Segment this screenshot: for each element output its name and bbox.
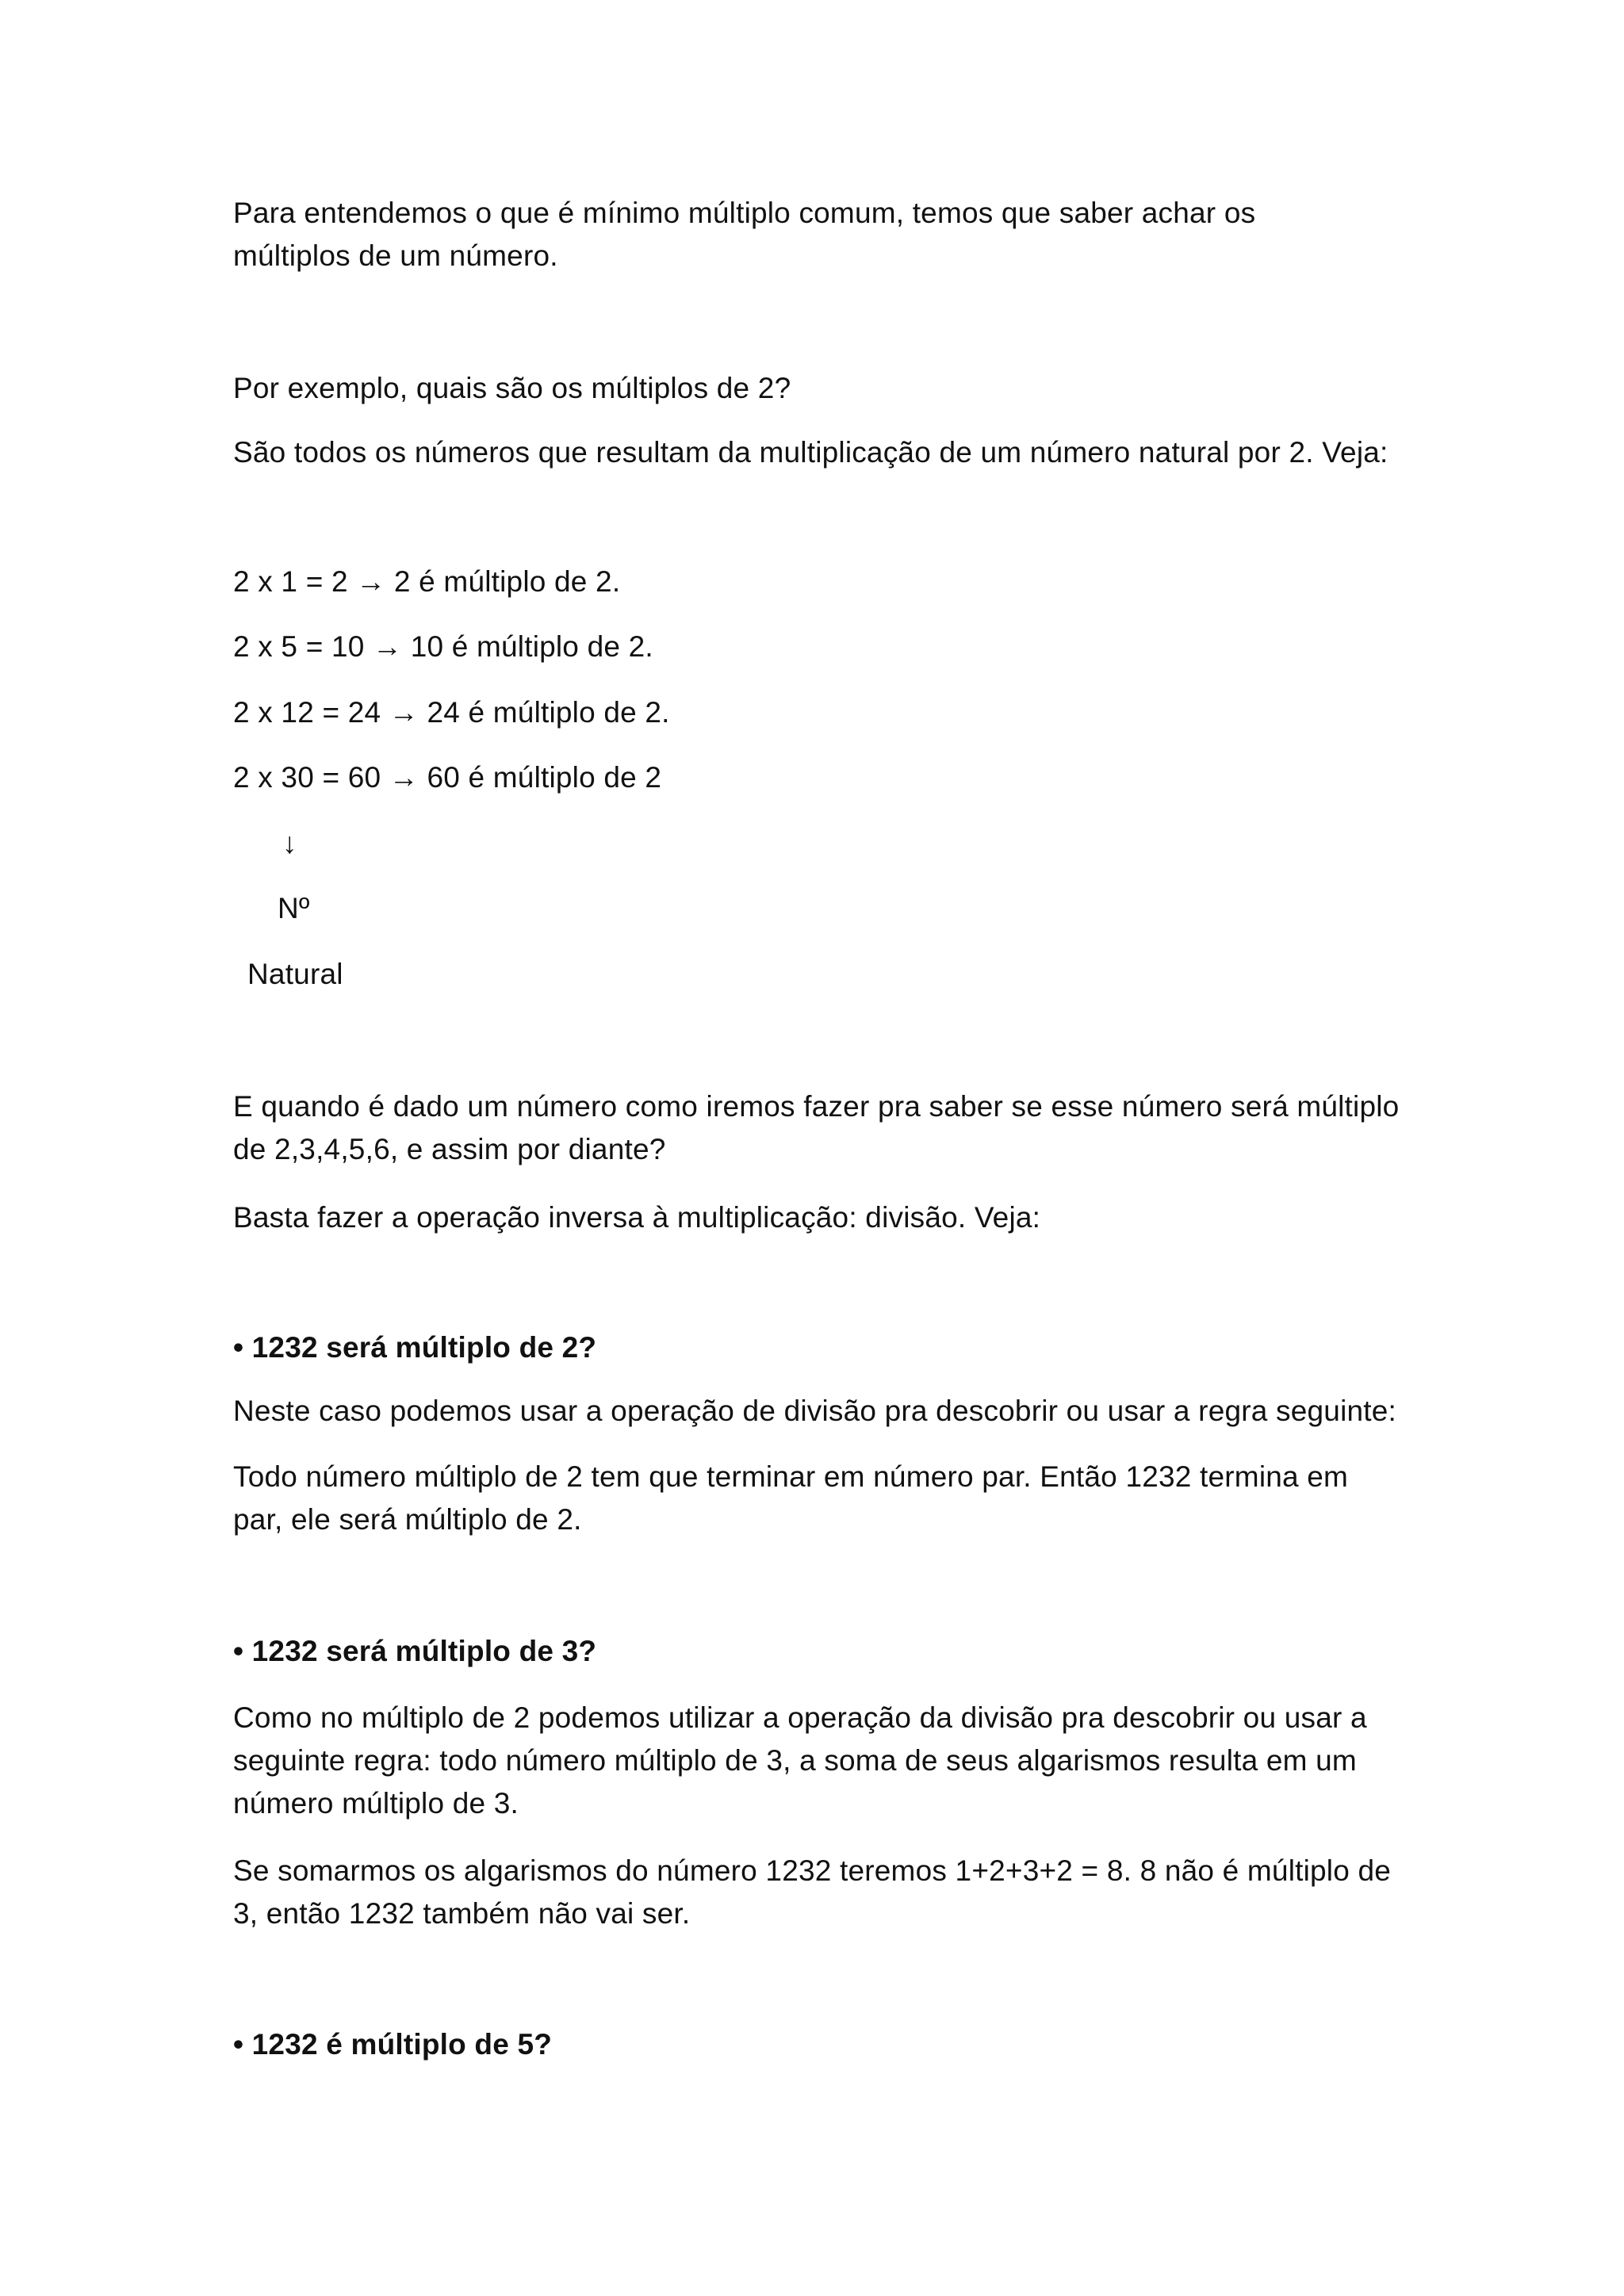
general-question: [233, 1085, 1407, 1171]
example-line-1: 2 x 1 = 2 → 2 é múltiplo de 2.: [233, 565, 621, 598]
section-2-paragraph-1: Neste caso podemos usar a operação de divisão pra descobrir ou usar a regra seguinte:: [233, 1395, 1397, 1427]
text-line: par, ele será múltiplo de 2.: [233, 1503, 582, 1536]
numero-symbol: Nº: [278, 892, 310, 924]
text-line: Para entendemos o que é mínimo múltiplo comum, temos que saber achar os: [233, 197, 1256, 229]
text-line: seguinte regra: todo número múltiplo de 3, a soma de seus algarismos resulta em um: [233, 1744, 1357, 1777]
text-line: E quando é dado um número como iremos fazer pra saber se esse número será múltiplo: [233, 1090, 1400, 1123]
text-line: número múltiplo de 3.: [233, 1787, 519, 1820]
text-line: múltiplos de um número.: [233, 239, 558, 272]
section-heading-5: • 1232 é múltiplo de 5?: [233, 2028, 553, 2061]
text-line: Todo número múltiplo de 2 tem que terminar em número par. Então 1232 termina em: [233, 1460, 1349, 1493]
example-line-2: 2 x 5 = 10 → 10 é múltiplo de 2.: [233, 630, 653, 663]
natural-label: Natural: [247, 958, 343, 990]
section-heading-3: • 1232 será múltiplo de 3?: [233, 1635, 597, 1667]
general-answer: Basta fazer a operação inversa à multiplicação: divisão. Veja:: [233, 1201, 1041, 1234]
section-2-paragraph-2: [233, 1456, 1407, 1541]
example-line-3: 2 x 12 = 24 → 24 é múltiplo de 2.: [233, 696, 670, 729]
example-question: Por exemplo, quais são os múltiplos de 2?: [233, 372, 791, 404]
section-3-paragraph-1: [233, 1697, 1407, 1825]
section-heading-2: • 1232 será múltiplo de 2?: [233, 1331, 597, 1364]
example-answer: São todos os números que resultam da multiplicação de um número natural por 2. Veja:: [233, 436, 1388, 469]
section-3-paragraph-2: [233, 1850, 1407, 1935]
text-line: Se somarmos os algarismos do número 1232 teremos 1+2+3+2 = 8. 8 não é múltiplo de: [233, 1854, 1392, 1887]
text-line: Como no múltiplo de 2 podemos utilizar a operação da divisão pra descobrir ou usar a: [233, 1701, 1367, 1734]
intro-paragraph: [233, 192, 1407, 277]
text-line: 3, então 1232 também não vai ser.: [233, 1897, 691, 1930]
example-line-4: 2 x 30 = 60 → 60 é múltiplo de 2: [233, 761, 662, 794]
down-arrow-icon: ↓: [282, 827, 297, 859]
text-line: de 2,3,4,5,6, e assim por diante?: [233, 1133, 666, 1165]
